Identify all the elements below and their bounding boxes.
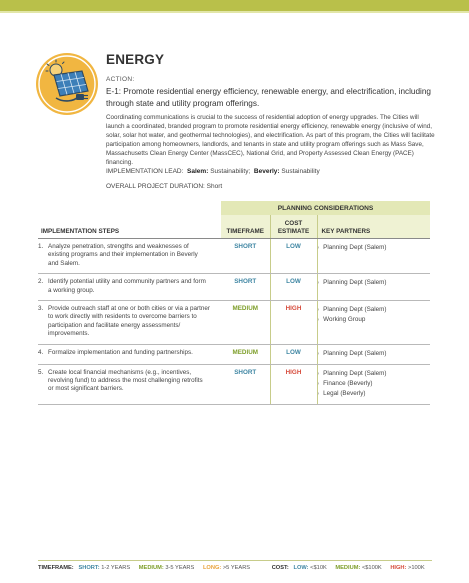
- legend-short-key: SHORT:: [78, 565, 100, 571]
- lead-city-salem: Salem:: [187, 168, 209, 175]
- legend-medium-value: 3-5 YEARS: [165, 565, 195, 571]
- partner-label: Working Group: [323, 316, 366, 324]
- chevron-right-icon: ›: [317, 307, 320, 314]
- legend-footer: [38, 565, 438, 571]
- partners-cell: [317, 274, 430, 301]
- chevron-right-icon: ›: [317, 380, 320, 387]
- planning-considerations-header: PLANNING CONSIDERATIONS: [221, 201, 430, 215]
- duration-value: Short: [206, 183, 223, 190]
- partner-label: Finance (Beverly): [323, 379, 373, 387]
- implementation-table: [38, 201, 430, 405]
- chevron-right-icon: ›: [317, 245, 320, 251]
- step-cell: [38, 301, 221, 345]
- timeframe-value: SHORT: [221, 274, 270, 301]
- action-description: Coordinating communications is crucial to the success of residential adoption of energy upgrades. The Cities will launch a coordinated, branded program to promote residential energy efficiency, renewable energy (inclusive of wind, solar, solar hot water, and geothermal technologies), and electrification. As part of this program, the Cities will facilitate participation among homeowners, landlords, and tenants in state and utility program offerings such as Mass Save, Massachusetts Clean Energy Center (MassCEC), National Grid, and Property Assessed Clean Energy (PACE) financing.: [106, 114, 435, 167]
- legend-medium-key: MEDIUM:: [138, 565, 164, 571]
- timeframe-value: SHORT: [221, 364, 270, 404]
- timeframe-value: MEDIUM: [221, 301, 270, 345]
- top-accent-line: [0, 11, 469, 13]
- partner-item: [318, 389, 431, 399]
- step-number: 5.: [38, 368, 44, 376]
- col-header-cost: COST ESTIMATE: [270, 215, 317, 239]
- chevron-right-icon: ›: [317, 350, 320, 357]
- step-number: 3.: [38, 305, 44, 313]
- table-row: [38, 239, 430, 274]
- lead-label: IMPLEMENTATION LEAD:: [106, 168, 184, 175]
- partner-label: Planning Dept (Salem): [323, 369, 387, 377]
- partners-cell: [317, 239, 430, 274]
- partner-item: [318, 305, 431, 315]
- lead-value-beverly: Sustainability: [281, 168, 320, 175]
- col-header-timeframe: TIMEFRAME: [221, 215, 270, 239]
- table-row: [38, 364, 430, 404]
- legend-cost-medium-value: <$100K: [361, 565, 382, 571]
- step-number: 1.: [38, 243, 44, 250]
- page-title: ENERGY: [106, 52, 165, 67]
- legend-low-key: LOW:: [293, 565, 309, 571]
- step-text: Provide outreach staff at one or both cities or via a partner to work directly with residents to overcome barriers to participation and facilitate energy assessments/ improvements.: [48, 305, 210, 338]
- step-number: 4.: [38, 348, 44, 356]
- timeframe-value: SHORT: [221, 239, 270, 274]
- cost-value: LOW: [270, 344, 317, 364]
- partners-cell: [317, 344, 430, 364]
- footer-divider: [38, 560, 432, 561]
- step-text: Create local financial mechanisms (e.g., incentives, revolving fund) to address the most challenging retrofits or most significant barriers.: [48, 368, 203, 393]
- step-text: Identify potential utility and community partners and form a working group.: [48, 278, 206, 294]
- partner-label: Planning Dept (Salem): [323, 306, 387, 314]
- step-text: Analyze penetration, strengths and weaknesses of existing programs and their implementation in Beverly and Salem.: [48, 243, 198, 267]
- lead-value-salem: Sustainability;: [210, 168, 251, 175]
- chevron-right-icon: ›: [317, 317, 320, 324]
- partners-cell: [317, 364, 430, 404]
- chevron-right-icon: ›: [317, 390, 320, 397]
- step-cell: [38, 364, 221, 404]
- project-duration: [106, 183, 222, 190]
- legend-cost-label: COST:: [271, 565, 289, 571]
- cost-value: LOW: [270, 274, 317, 301]
- lead-city-beverly: Beverly:: [253, 168, 280, 175]
- chevron-right-icon: ›: [317, 280, 320, 287]
- legend-low-value: <$10K: [310, 565, 327, 571]
- partner-item: [318, 349, 431, 359]
- legend-high-key: HIGH:: [390, 565, 407, 571]
- table-row: [38, 344, 430, 364]
- cost-value: LOW: [270, 239, 317, 274]
- implementation-lead: [106, 168, 320, 175]
- solar-panel-plug-icon: [34, 51, 100, 117]
- action-label: ACTION:: [106, 76, 135, 83]
- table-row: [38, 301, 430, 345]
- step-number: 2.: [38, 278, 44, 286]
- legend-high-value: >100K: [408, 565, 425, 571]
- legend-cost-medium-key: MEDIUM:: [335, 565, 361, 571]
- step-text: Formalize implementation and funding partnerships.: [48, 348, 193, 356]
- step-cell: [38, 344, 221, 364]
- partner-item: [318, 315, 431, 325]
- legend-long-value: >5 YEARS: [222, 565, 251, 571]
- legend-short-value: 1-2 YEARS: [101, 565, 131, 571]
- top-accent-bar: [0, 0, 469, 11]
- step-cell: [38, 274, 221, 301]
- col-header-partners: KEY PARTNERS: [317, 215, 430, 239]
- partner-label: Planning Dept (Salem): [323, 349, 387, 357]
- cost-value: HIGH: [270, 301, 317, 345]
- col-header-steps: IMPLEMENTATION STEPS: [38, 215, 221, 239]
- partner-item: [318, 243, 431, 253]
- partner-label: Legal (Beverly): [323, 389, 366, 397]
- table-row: [38, 274, 430, 301]
- partner-item: [318, 278, 431, 288]
- legend-timeframe-label: TIMEFRAME:: [38, 565, 74, 571]
- partner-item: [318, 379, 431, 389]
- partners-cell: [317, 301, 430, 345]
- action-statement: E-1: Promote residential energy efficiency, renewable energy, and electrification, including through state and utility program offerings.: [106, 87, 431, 108]
- partner-item: [318, 369, 431, 379]
- timeframe-value: MEDIUM: [221, 344, 270, 364]
- partner-label: Planning Dept (Salem): [323, 279, 387, 287]
- partner-label: Planning Dept (Salem): [323, 244, 387, 251]
- empty-corner: [38, 201, 221, 215]
- step-cell: [38, 239, 221, 274]
- chevron-right-icon: ›: [317, 370, 320, 377]
- duration-label: OVERALL PROJECT DURATION:: [106, 183, 205, 190]
- cost-value: HIGH: [270, 364, 317, 404]
- legend-long-key: LONG:: [202, 565, 222, 571]
